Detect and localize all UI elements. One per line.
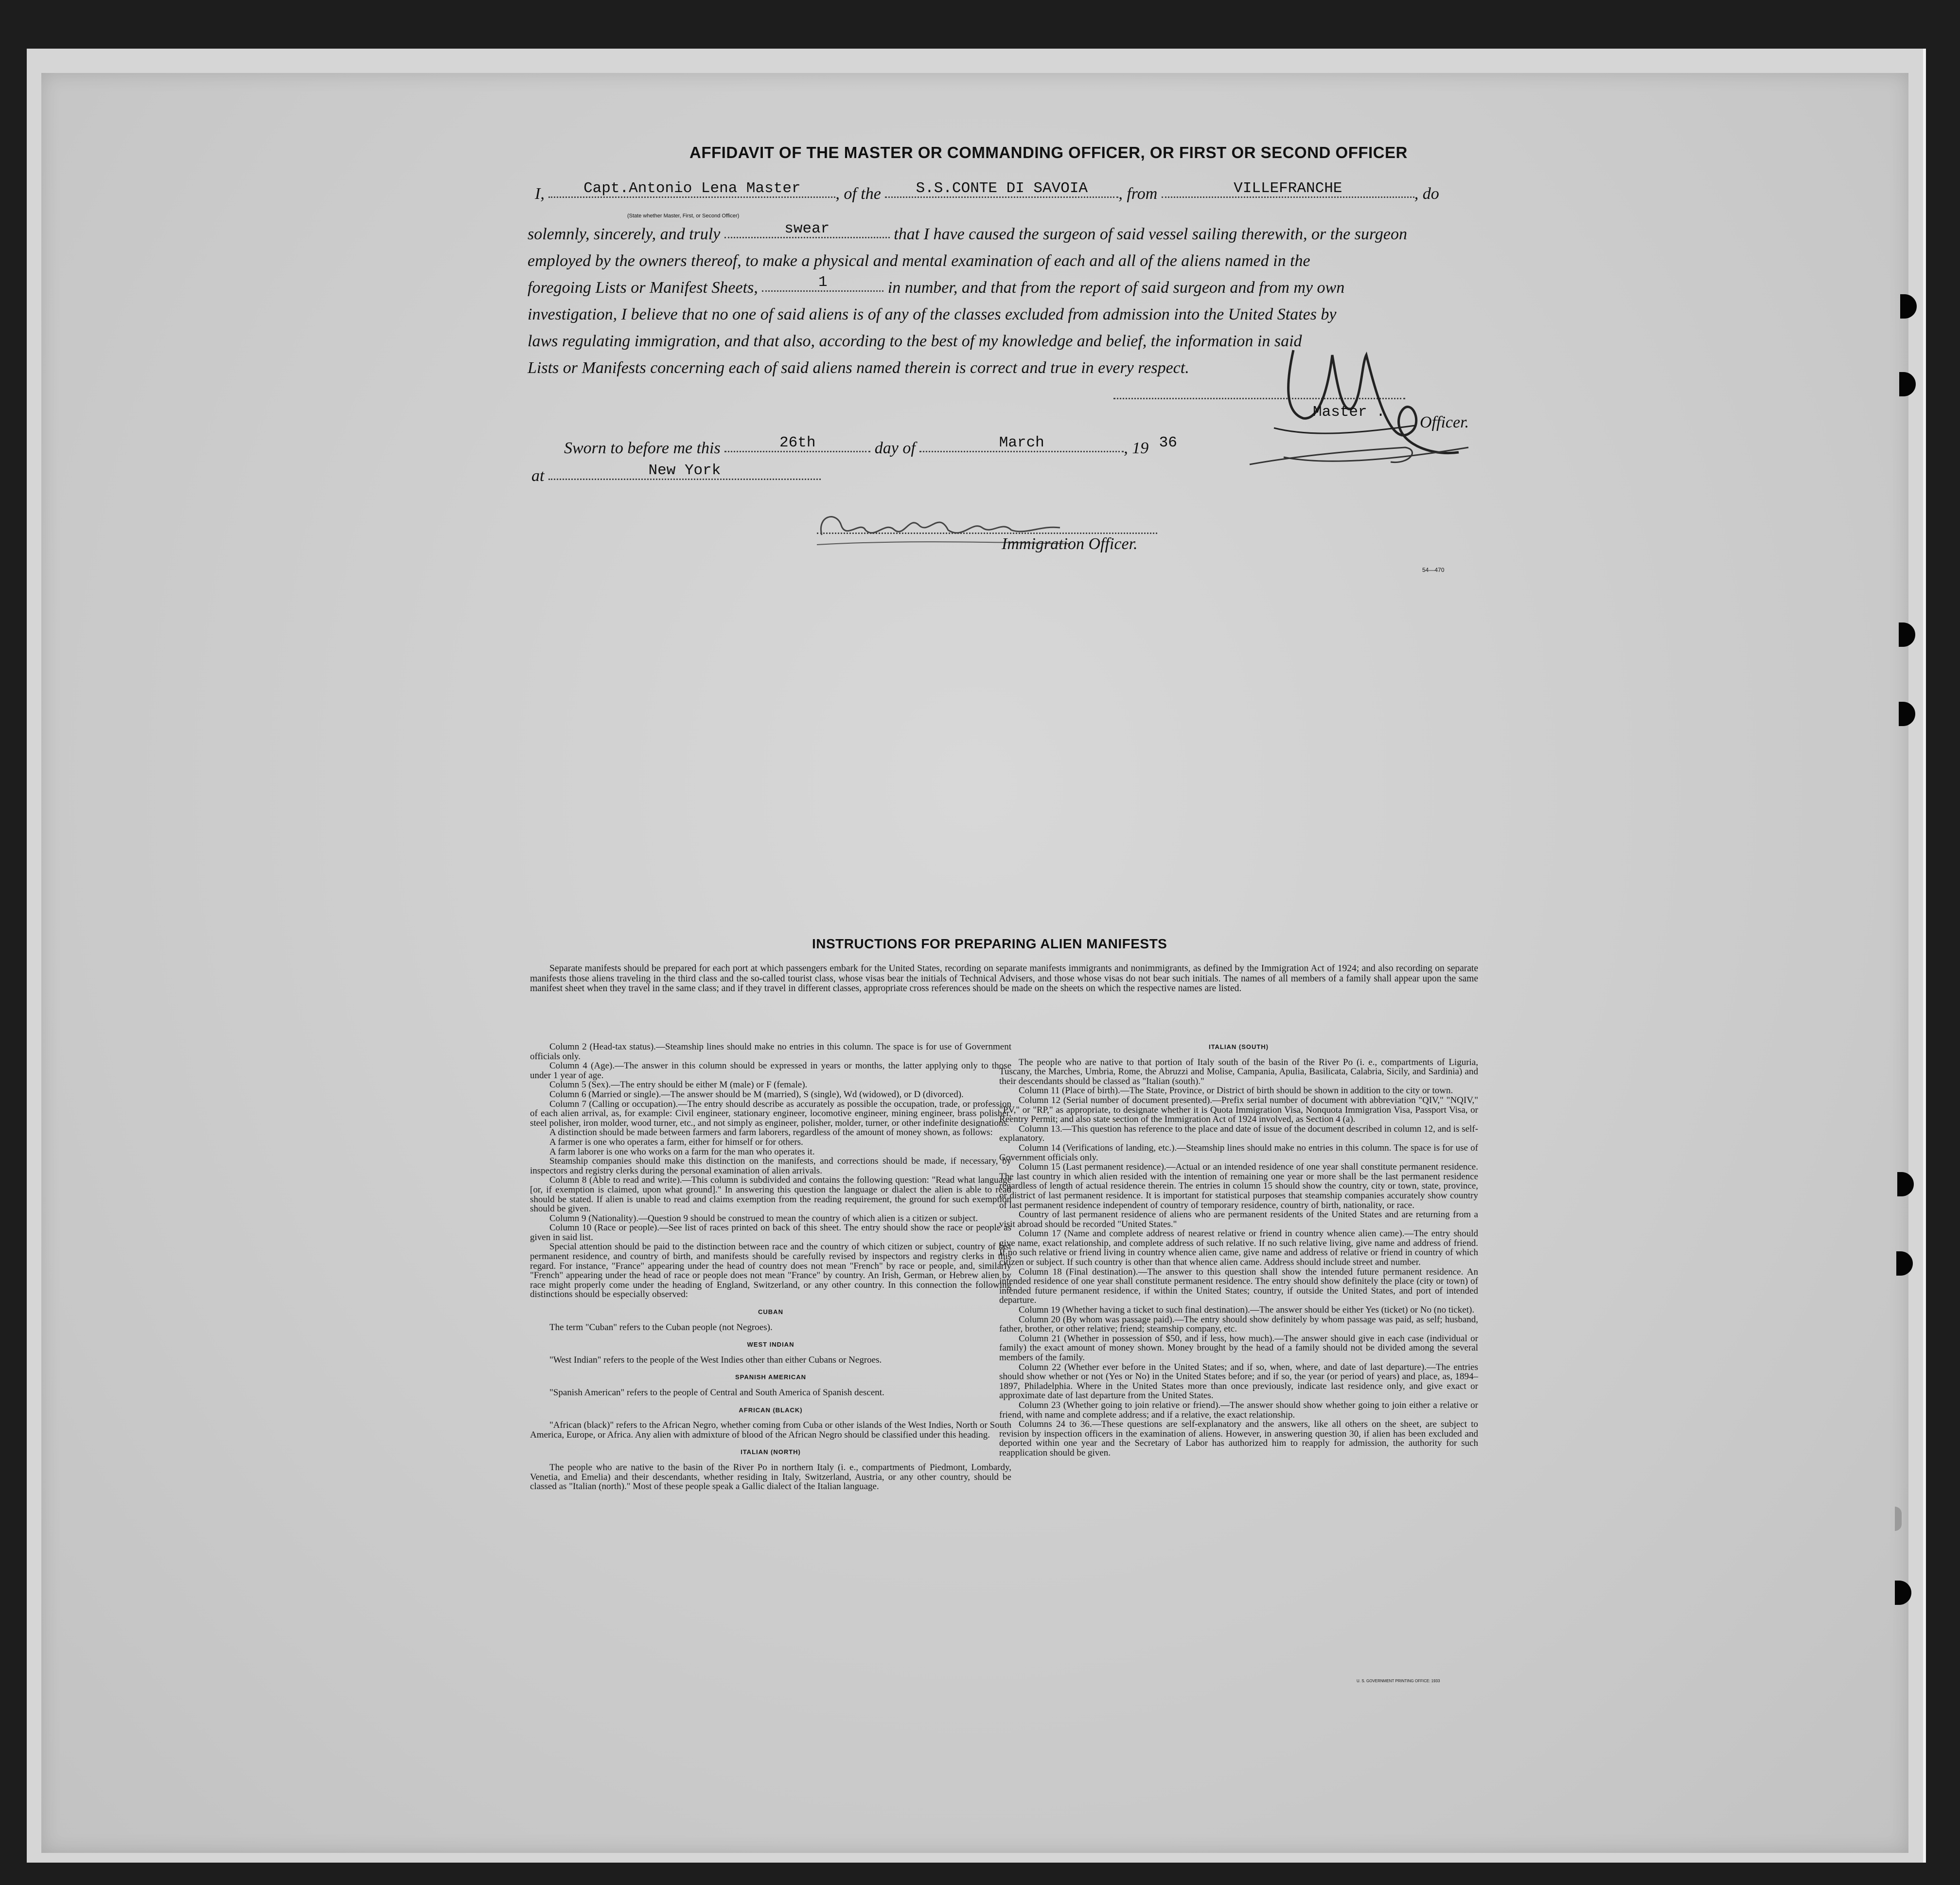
day-of-text: day of xyxy=(874,439,916,457)
farmer-definition: A farmer is one who operates a farm, either for himself or for others. xyxy=(549,1137,803,1147)
of-the-word: , of the xyxy=(835,185,881,203)
sworn-flourish xyxy=(1245,440,1430,474)
sworn-line xyxy=(564,434,1187,459)
vessel-field[interactable]: S.S.CONTE DI SAVOIA xyxy=(885,181,1118,198)
farmer-distinction-note: A distinction should be made between farmers and farm laborers, regardless of the amount of money shown, as follows: xyxy=(549,1127,993,1138)
cuban-note: The term "Cuban" refers to the Cuban people (not Negroes). xyxy=(549,1322,773,1333)
column-17-note: Column 17 (Name and complete address of nearest relative or friend in country whence alien came).—The entry should give name, exact relationship, and complete address of such relative. If no such relative living, give name and address of friend. If no such relative or friend living in country whence alien came, give name and address of relative or friend in country of which citizen or subject. If such country is other than that whence alien came. Address should include street and number. xyxy=(999,1228,1478,1268)
affidavit-line-5: investigation, I believe that no one of said aliens is of any of the classes excluded from admission into the United States by xyxy=(528,305,1337,323)
west-indian-heading: WEST INDIAN xyxy=(747,1341,795,1349)
column-14-note: Column 14 (Verifications of landing, etc.).—Steamship lines should make no entries in this column. The space is for use of Government officials only. xyxy=(999,1142,1478,1163)
column-12-note: Column 12 (Serial number of document presented).—Prefix serial number of document with abbreviation "QIV," "NQIV," "PV," or "RP," as appropriate, to designate whether it is Quota Immigration Visa, Nonquota Immigration Visa, Passport Visa, or Reentry Permit; and also state section of the Immigration Act of 1924 involved, as Section 4 (a). xyxy=(999,1095,1478,1125)
form-number: 54—470 xyxy=(1422,567,1445,573)
african-heading: AFRICAN (BLACK) xyxy=(739,1406,803,1414)
west-indian-note: "West Indian" refers to the people of the West Indies other than either Cubans or Negroes. xyxy=(549,1354,882,1365)
affidavit-line-3: employed by the owners thereof, to make a physical and mental examination of each and all of the aliens named in the xyxy=(528,252,1310,270)
column-4-note: Column 4 (Age).—The answer in this column should be expressed in years or months, the latter applying only to those under 1 year of age. xyxy=(530,1061,1011,1081)
solemnly-text: solemnly, sincerely, and truly xyxy=(528,225,721,243)
instructions-left-column xyxy=(530,1042,1011,1492)
year-field[interactable]: 36 xyxy=(1159,434,1177,451)
affidavit-line-2 xyxy=(528,220,1408,245)
instructions-intro xyxy=(530,964,1478,994)
column-2-note: Column 2 (Head-tax status).—Steamship lines should make no entries in this column. The space is for use of Government officials only. xyxy=(530,1042,1011,1062)
oath-text: that I have caused the surgeon of said vessel sailing therewith, or the surgeon xyxy=(894,225,1408,243)
steamship-distinction-note: Steamship companies should make this distinction on the manifests, and corrections should be made, if necessary, by inspectors and registry clerks during the personal examination of alien arrivals. xyxy=(530,1156,1011,1176)
instructions-right-column xyxy=(999,1042,1478,1458)
columns-24-36-note: Columns 24 to 36.—These questions are self-explanatory and the answers, like all others on the sheet, are subject to revision by inspection officers in the examination of aliens. However, in answering question 30, if alien has been excluded and deported within one year and the Secretary of Labor has authorized him to reapply for admission, the authority for such reapplication should be given. xyxy=(999,1419,1478,1458)
do-word: , do xyxy=(1414,185,1439,203)
african-note: "African (black)" refers to the African Negro, whether coming from Cuba or other islands of the West Indies, North or South America, Europe, or Africa. Any alien with admixture of blood of the African Negro should be classified under this heading. xyxy=(530,1420,1011,1440)
italian-south-heading: ITALIAN (SOUTH) xyxy=(1208,1043,1269,1050)
punch-hole-7 xyxy=(1895,1507,1902,1531)
printer-imprint: U. S. GOVERNMENT PRINTING OFFICE: 1933 xyxy=(1357,1679,1440,1683)
column-21-note: Column 21 (Whether in possession of $50, and if less, how much).—The answer should give in each case (individual or family) the exact amount of money shown. Money brought by the head of a family should not be divided among the several members of the family. xyxy=(999,1333,1478,1363)
column-9-note: Column 9 (Nationality).—Question 9 should be construed to mean the country of which alien is a citizen or subject. xyxy=(549,1213,978,1224)
italian-north-heading: ITALIAN (NORTH) xyxy=(741,1448,801,1456)
i-word: I, xyxy=(535,185,545,203)
year-prefix: , 19 xyxy=(1124,439,1149,457)
column-20-note: Column 20 (By whom was passage paid).—The entry should show definitely by whom passage was paid, as self; husband, father, brother, or other relative; friend; steamship company, etc. xyxy=(999,1314,1478,1334)
column-8-note: Column 8 (Able to read and write).—This column is subdivided and contains the following question: "Read what language [or, if exemption is claimed, upon what ground]." In answering this question the language or dialect the alien is able to read should be stated. If alien is unable to read and claims exemption from the reading requirement, the ground for such exemption should be given. xyxy=(530,1175,1011,1214)
officer-label: Officer. xyxy=(1420,413,1469,431)
column-18-note: Column 18 (Final destination).—The answer to this question shall show the intended future permanent residence. An intended residence of one year shall constitute permanent residence. The entry should show definitely the place (city or town) of intended future permanent residence, if within the United States; country, if outside the United States, and port of intended departure. xyxy=(999,1266,1478,1306)
affidavit-line-4 xyxy=(528,274,1345,299)
affidavit-line-7: Lists or Manifests concerning each of said aliens named therein is correct and true in every respect. xyxy=(528,359,1189,377)
race-distinction-note: Special attention should be paid to the distinction between race and the country of which citizen or subject, country of last permanent residence, and country of birth, and manifests should be carefully revised by inspectors and registry clerks in this regard. For instance, "France" appearing under the head of country does not mean "French" by race or people, and, similarly "French" appearing under the head of race or people does not mean "France" by country. An Irish, German, or Hebrew alien by race might properly come under the heading of England, Switzerland, or any other country. In this connection the following distinctions should be especially observed: xyxy=(530,1242,1011,1300)
immigration-officer-label: Immigration Officer. xyxy=(1002,535,1138,553)
instructions-title: INSTRUCTIONS FOR PREPARING ALIEN MANIFESTS xyxy=(812,936,1167,951)
at-text: at xyxy=(531,467,545,485)
intro-paragraph: Separate manifests should be prepared for each port at which passengers embark for the United States, recording on separate manifests immigrants and nonimmigrants, as defined by the Immigration Act of 1924; and also recording on separate manifests those aliens traveling in the third class and the so-called tourist class, whose visas bear the initials of Technical Advisers, and those whose visas do not bear such initials. The names of all members of a family shall appear upon the same manifest sheet when they travel in the same class; and if they travel in different classes, appropriate cross references should be made on the sheets on which the respective names are listed. xyxy=(530,963,1478,994)
sworn-text: Sworn to before me this xyxy=(564,439,721,457)
affidavit-title: AFFIDAVIT OF THE MASTER OR COMMANDING OFFICER, OR FIRST OR SECOND OFFICER xyxy=(689,143,1408,161)
column-13-note: Column 13.—This question has reference to the place and date of issue of the document described in column 12, and is self-explanatory. xyxy=(999,1123,1478,1144)
spanish-american-note: "Spanish American" refers to the people of Central and South America of Spanish descent. xyxy=(549,1387,884,1398)
spanish-american-heading: SPANISH AMERICAN xyxy=(735,1373,806,1381)
column-19-note: Column 19 (Whether having a ticket to such final destination).—The answer should be either Yes (ticket) or No (no ticket). xyxy=(1019,1305,1475,1316)
sheets-text: foregoing Lists or Manifest Sheets, xyxy=(528,279,758,297)
column-22-note: Column 22 (Whether ever before in the United States; and if so, when, where, and date of last departure).—The entries should show whether or not (Yes or No) in the United States before; and if so, the year (or period of years) and place, as, 1894–1897, Philadelphia. Where in the United States more than once previously, indicate last residence only, and give exact or approximate date of last departure from the United States. xyxy=(999,1362,1478,1401)
master-title: Master . xyxy=(1313,404,1385,421)
port-field[interactable]: VILLEFRANCHE xyxy=(1162,181,1414,198)
column-5-note: Column 5 (Sex).—The entry should be either M (male) or F (female). xyxy=(549,1080,808,1090)
immigration-officer-line xyxy=(817,533,1157,534)
from-word: , from xyxy=(1118,185,1158,203)
oath-field[interactable]: swear xyxy=(724,221,890,238)
officer-name-field[interactable]: Capt.Antonio Lena Master xyxy=(548,181,835,198)
sheets-count-field[interactable]: 1 xyxy=(762,275,883,292)
day-field[interactable]: 26th xyxy=(724,435,870,452)
affidavit-line-1 xyxy=(535,180,1439,205)
column-6-note: Column 6 (Married or single).—The answer should be M (married), S (single), Wd (widowed), or D (divorced). xyxy=(549,1089,964,1100)
at-line xyxy=(531,462,821,487)
affidavit-line-6: laws regulating immigration, and that also, according to the best of my knowledge and belief, the information in said xyxy=(528,332,1302,350)
italian-south-note: The people who are native to that portion of Italy south of the basin of the River Po (i. e., compartments of Liguria, Tuscany, the Marches, Umbria, Rome, the Abruzzi and Molise, Campania, Apulia, Basilicata, Calabria, Sicily, and Sardinia) and their descendants should be classed as "Italian (south)." xyxy=(999,1057,1478,1086)
place-field[interactable]: New York xyxy=(548,463,821,480)
column-7-note: Column 7 (Calling or occupation).—The entry should describe as accurately as possible the occupation, trade, or profession of each alien arrival, as, for example: Civil engineer, stationary engineer, locomotive engineer, mining engineer, brass polisher, steel polisher, iron molder, wood turner, etc., and not simply as engineer, polisher, molder, turner, or other indefinite designations. xyxy=(530,1099,1011,1128)
column-15-note: Column 15 (Last permanent residence).—Actual or an intended residence of one year shall constitute permanent residence. The last country in which alien resided with the intention of remaining one year or more shall be the last permanent residence regardless of length of actual residence therein. The entries in column 15 should show the country, city or town, state, province, or district of last permanent residence. It is important for statistical purposes that steamship companies accurately show country of last permanent residence independent of country of temporary residence, country of birth, nationality, or race. xyxy=(999,1162,1478,1210)
italian-north-note: The people who are native to the basin of the River Po in northern Italy (i. e., compartments of Piedmont, Lombardy, Venetia, and Emelia) and their descendants, whether residing in Italy, Switzerland, Austria, or any other country, should be classed as "Italian (north)." Most of these people speak a Gallic dialect of the Italian language. xyxy=(530,1462,1011,1492)
permanent-residence-note: Country of last permanent residence of aliens who are permanent residents of the United States and are returning from a visit abroad should be recorded "United States." xyxy=(999,1209,1478,1229)
officer-hint: (State whether Master, First, or Second Officer) xyxy=(627,213,740,219)
month-field[interactable]: March xyxy=(919,435,1124,452)
column-23-note: Column 23 (Whether going to join relative or friend).—The answer should show whether going to join either a relative or friend, with name and complete address; and if a relative, the exact relationship. xyxy=(999,1400,1478,1420)
number-text: in number, and that from the report of said surgeon and from my own xyxy=(887,279,1345,297)
column-10-note: Column 10 (Race or people).—See list of races printed on back of this sheet. The entry should show the race or people as given in said list. xyxy=(530,1223,1011,1243)
cuban-heading: CUBAN xyxy=(758,1308,783,1316)
farm-laborer-definition: A farm laborer is one who works on a farm for the man who operates it. xyxy=(549,1146,815,1157)
column-11-note: Column 11 (Place of birth).—The State, Province, or District of birth should be shown in addition to the city or town. xyxy=(1019,1085,1453,1096)
